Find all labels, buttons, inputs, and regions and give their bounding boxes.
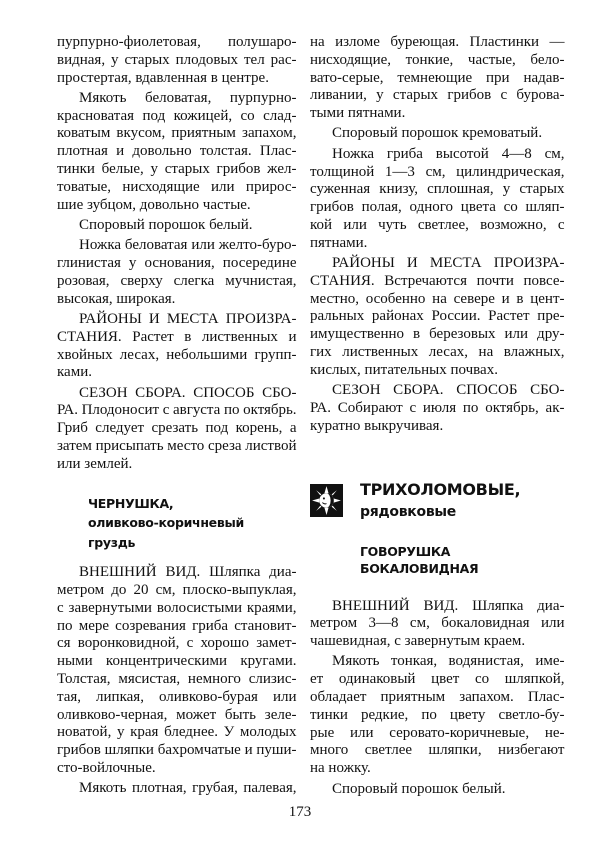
text-line: высокая, широкая. bbox=[57, 290, 176, 307]
text-line: тыми пятнами. bbox=[310, 105, 406, 122]
paragraph bbox=[57, 237, 297, 308]
text-line: метром 3—8 см, бокаловидная или bbox=[310, 615, 565, 632]
paragraph bbox=[57, 311, 297, 382]
text-line: Мякоть тонкая, водянистая, име- bbox=[332, 653, 565, 670]
paragraph bbox=[57, 34, 297, 87]
text-line: сто-войлочные. bbox=[57, 759, 156, 776]
text-line: ВНЕШНИЙ ВИД. Шляпка диа- bbox=[79, 564, 297, 581]
text-line: тая, липкая, оливково-бурая или bbox=[57, 688, 297, 705]
text-line: метром до 20 см, плоско-выпуклая, bbox=[57, 581, 297, 598]
text-line: РА. Собирают с июля по октябрь, ак- bbox=[310, 399, 565, 416]
paragraph bbox=[57, 780, 297, 798]
left-column bbox=[57, 34, 297, 798]
text-line: пурпурно-фиолетовая, полушаро- bbox=[57, 34, 297, 50]
text-line: оливково-коричневый bbox=[88, 515, 244, 531]
paragraph bbox=[310, 255, 565, 380]
text-line: Ножка беловатая или желто-буро- bbox=[79, 237, 297, 254]
text-line: Мякоть беловатая, пурпурно- bbox=[79, 89, 297, 106]
family-subtitle: рядовковые bbox=[360, 503, 456, 520]
text-line: рые или серовато-коричневые, не- bbox=[310, 724, 565, 741]
text-line: Ножка гриба высотой 4—8 см, bbox=[332, 145, 565, 162]
paragraph bbox=[57, 217, 297, 235]
text-line: РА. Плодоносит с августа по октябрь. bbox=[57, 402, 297, 419]
text-line: СЕЗОН СБОРА. СПОСОБ СБО- bbox=[332, 382, 565, 399]
text-line: затем присыпать место среза листвой bbox=[57, 438, 297, 455]
text-line: куратно выкручивая. bbox=[310, 417, 444, 434]
text-line: Споровый порошок белый. bbox=[79, 216, 253, 233]
text-line: Гриб следует срезать под корень, а bbox=[57, 420, 297, 437]
text-line: Толстая, мясистая, немного слизис- bbox=[57, 670, 297, 687]
text-line: СЕЗОН СБОРА. СПОСОБ СБО- bbox=[79, 384, 297, 401]
text-line: РАЙОНЫ И МЕСТА ПРОИЗРА- bbox=[79, 310, 297, 327]
section-heading bbox=[310, 543, 565, 577]
family-heading bbox=[310, 480, 565, 530]
text-line: СТАНИЯ. Растет в лиственных и bbox=[57, 328, 297, 345]
text-line: местно, особенно на севере и в цент- bbox=[310, 290, 565, 307]
paragraph bbox=[310, 653, 565, 778]
text-line: на ножку. bbox=[310, 760, 371, 777]
text-line: Мякоть плотная, грубая, палевая, bbox=[79, 780, 297, 797]
text-line: гих лиственных лесах, на влажных, bbox=[310, 344, 565, 361]
text-line: хвойных лесах, небольшими групп- bbox=[57, 346, 297, 363]
text-line: коватым вкусом, приятным запахом, bbox=[57, 125, 297, 142]
text-line: глинистая у основания, посередине bbox=[57, 255, 297, 272]
text-line: ЧЕРНУШКА, bbox=[88, 495, 174, 511]
text-line: кислых, питательных почвах. bbox=[310, 361, 498, 378]
page-number: 173 bbox=[288, 804, 312, 820]
sun-emblem-icon bbox=[310, 484, 343, 517]
text-line: шие зубцом, довольно частые. bbox=[57, 196, 251, 213]
paragraph bbox=[57, 385, 297, 474]
text-line: много светлее шляпки, низбегают bbox=[310, 742, 565, 759]
paragraph bbox=[310, 146, 565, 253]
right-column bbox=[310, 34, 565, 798]
text-line: товатые, нисходящие или прирос- bbox=[57, 178, 297, 195]
text-line: чашевидная, с завернутым краем. bbox=[310, 633, 526, 650]
text-line: кой или чуть светлее, возможно, с bbox=[310, 216, 565, 233]
text-line: ет одинаковый цвет со шляпкой, bbox=[310, 671, 565, 688]
text-line: ГОВОРУШКА bbox=[360, 543, 451, 559]
text-line: ВНЕШНИЙ ВИД. Шляпка диа- bbox=[332, 597, 565, 614]
text-line: обладает приятным запахом. Плас- bbox=[310, 689, 565, 706]
text-line: с завернутыми волосистыми краями, bbox=[57, 599, 297, 616]
text-line: тинки белые, у старых грибов жел- bbox=[57, 161, 297, 178]
section-heading bbox=[57, 494, 297, 553]
family-title: ТРИХОЛОМОВЫЕ, bbox=[360, 479, 521, 499]
text-line: грибов шляпки бахромчатые и пуши- bbox=[57, 742, 297, 759]
text-line: вато-серые, темнеющие при надав- bbox=[310, 69, 565, 86]
text-line: нисходящие, тонкие, частые, бело- bbox=[310, 51, 565, 68]
text-line: по мере созревания гриба становит- bbox=[57, 617, 297, 634]
paragraph bbox=[57, 564, 297, 778]
text-line: Споровый порошок кремоватый. bbox=[332, 125, 543, 142]
text-line: пятнами. bbox=[310, 234, 368, 251]
text-line: СТАНИЯ. Встречаются почти повсе- bbox=[310, 272, 565, 289]
text-line: толщиной 1—3 см, цилиндрическая, bbox=[310, 163, 565, 180]
text-line: грибов полая, одного цвета со шляп- bbox=[310, 199, 565, 216]
paragraph bbox=[310, 598, 565, 651]
text-line: ливании, у старых грибов с бурова- bbox=[310, 87, 565, 104]
text-line: суженная книзу, сплошная, у старых bbox=[310, 181, 565, 198]
text-line: имущественно в березовых или дру- bbox=[310, 326, 565, 343]
text-line: тинки редкие, по цвету светло-бу- bbox=[310, 706, 565, 723]
text-line: ными концентрическими кругами. bbox=[57, 653, 297, 670]
text-line: новатой, у края бледнее. У молодых bbox=[57, 724, 297, 741]
text-line: груздь bbox=[88, 534, 136, 550]
paragraph bbox=[310, 125, 565, 143]
text-line: простертая, вдавленная в центре. bbox=[57, 69, 269, 86]
text-line: красноватая под кожицей, со слад- bbox=[57, 107, 297, 124]
text-line: видная, у старых плодовых тел рас- bbox=[57, 51, 297, 68]
text-line: РАЙОНЫ И МЕСТА ПРОИЗРА- bbox=[332, 255, 565, 272]
text-line: Споровый порошок белый. bbox=[332, 780, 506, 797]
paragraph bbox=[310, 34, 565, 123]
text-line: на изломе буреющая. Пластинки — bbox=[310, 34, 565, 50]
text-line: ральных районах России. Растет пре- bbox=[310, 308, 565, 325]
text-line: ками. bbox=[57, 364, 92, 381]
text-line: оливково-черная, может быть зеле- bbox=[57, 706, 297, 723]
text-line: БОКАЛОВИДНАЯ bbox=[360, 560, 479, 576]
text-line: или землей. bbox=[57, 455, 133, 472]
text-line: розовая, сверху слегка мучнистая, bbox=[57, 272, 297, 289]
paragraph bbox=[310, 781, 565, 799]
text-line: ся воронковидной, с хорошо замет- bbox=[57, 635, 297, 652]
paragraph bbox=[310, 382, 565, 435]
paragraph bbox=[57, 90, 297, 215]
text-line: плотная и довольно толстая. Плас- bbox=[57, 143, 297, 160]
